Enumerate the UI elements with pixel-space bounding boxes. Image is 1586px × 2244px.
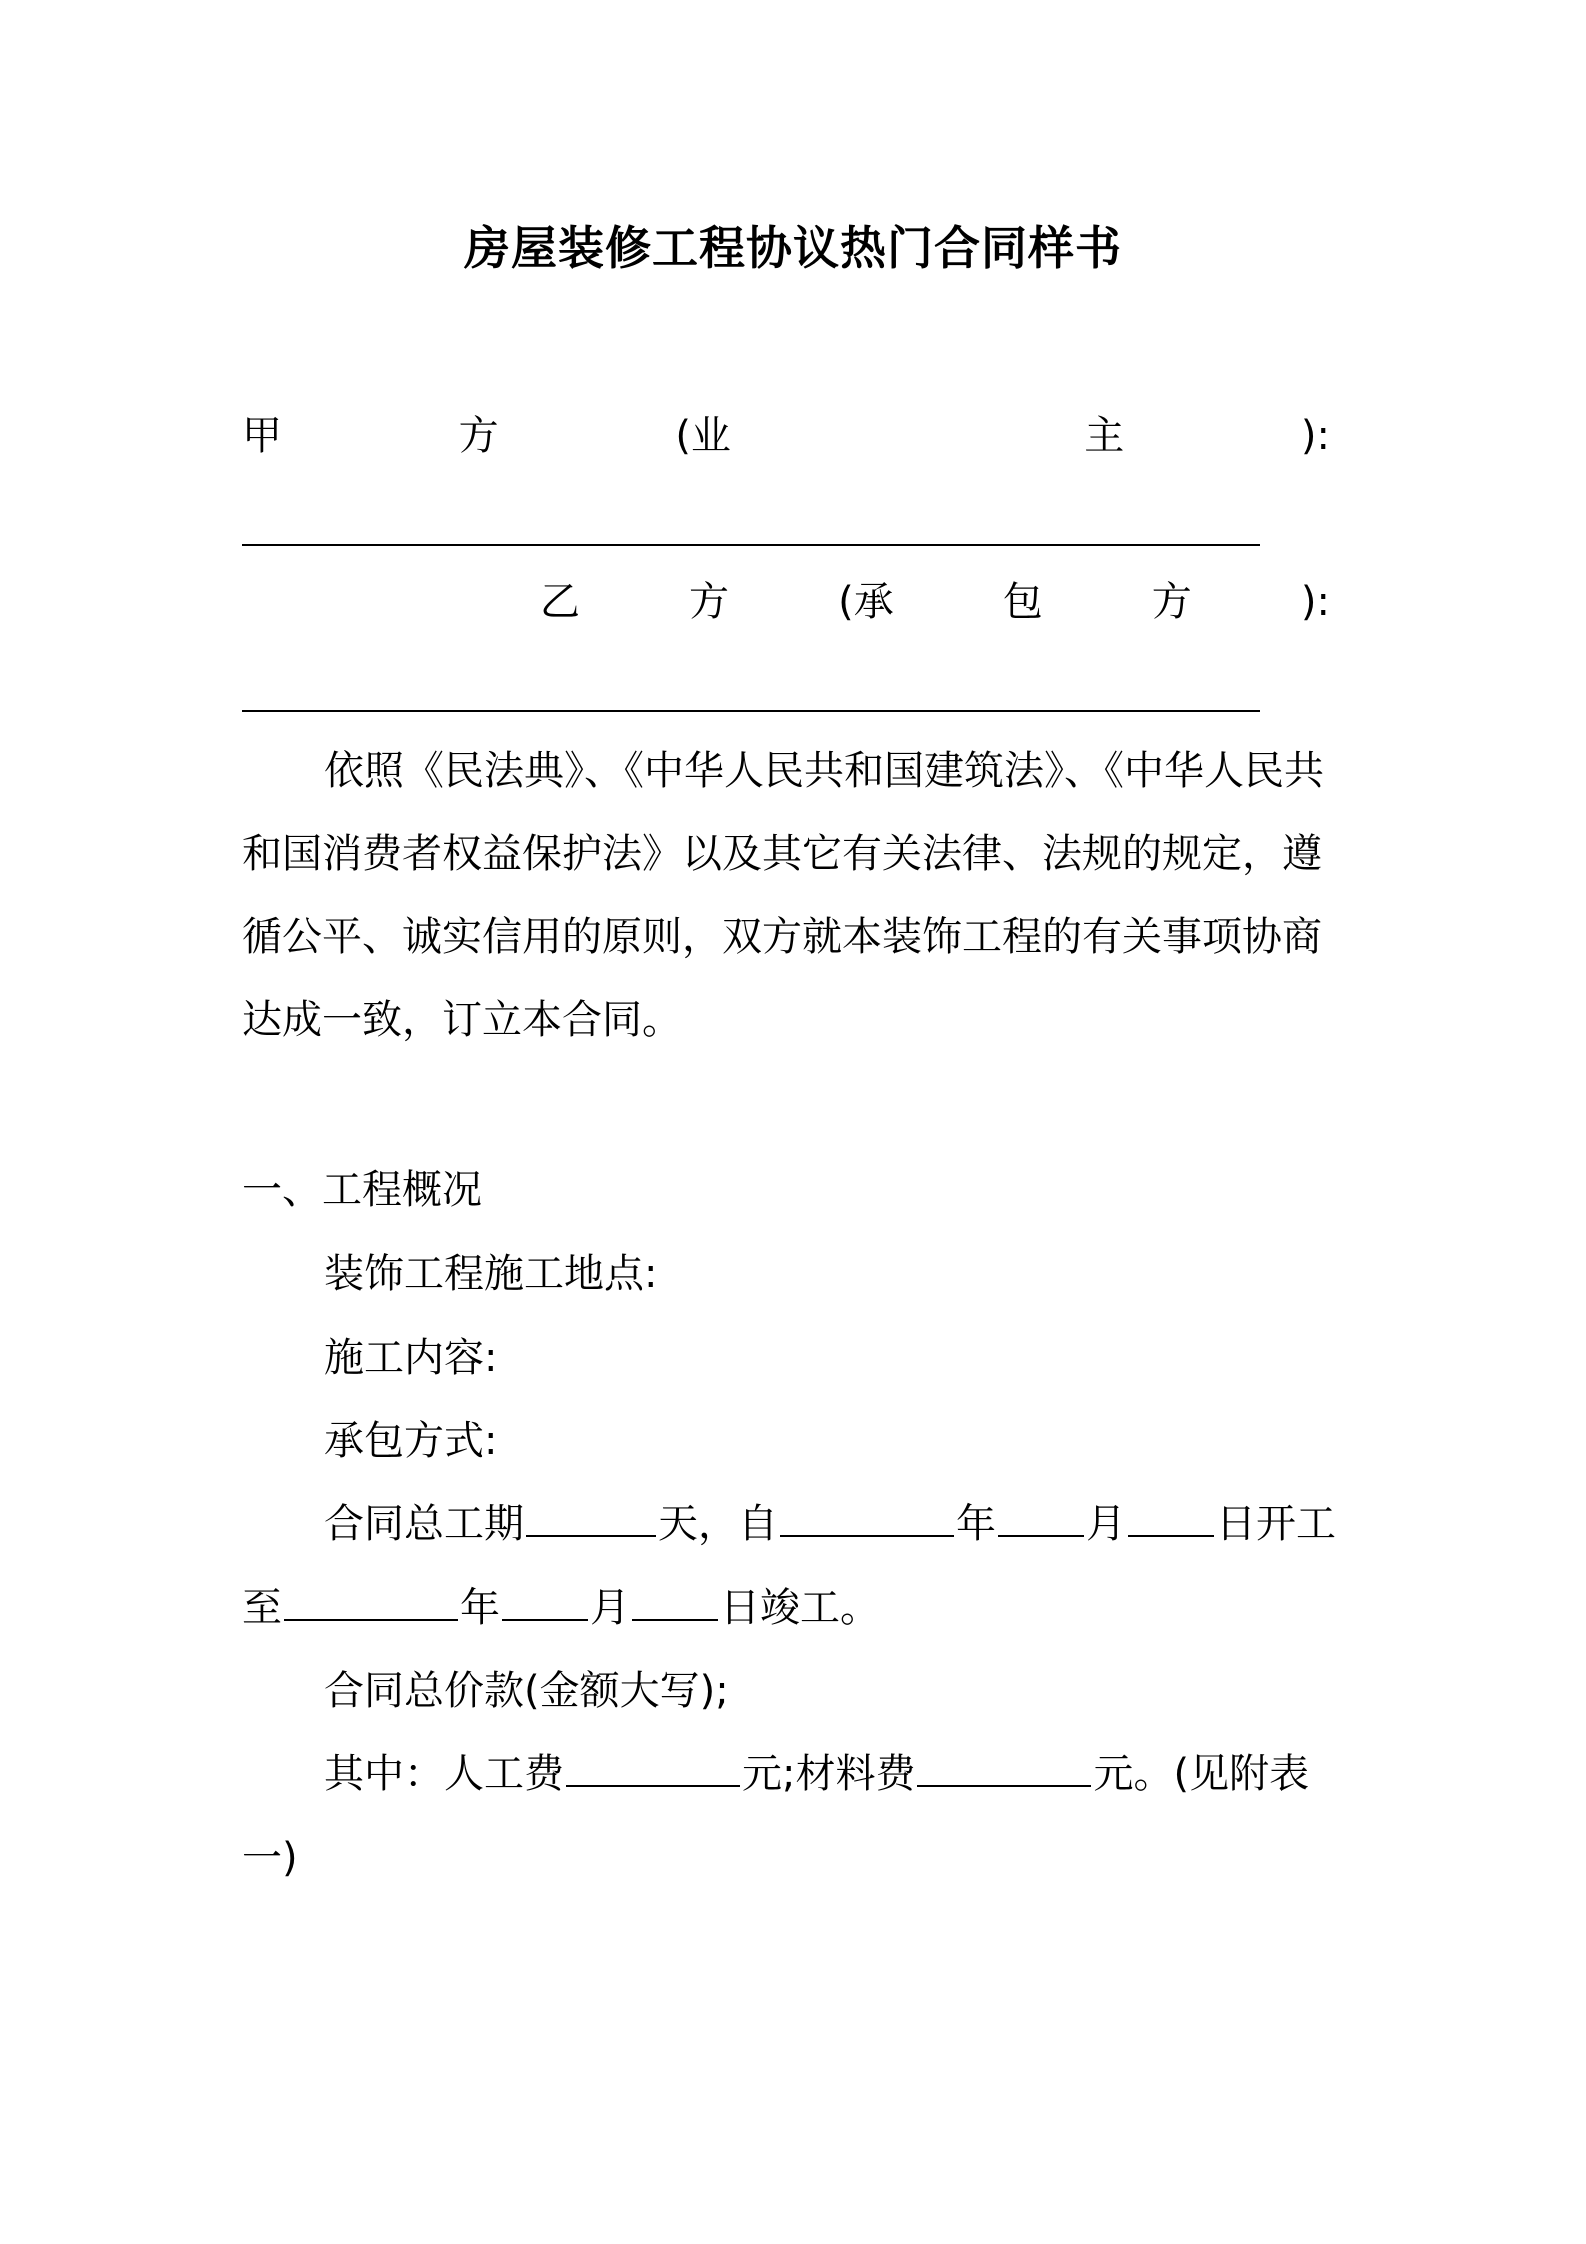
party-a-blank-line[interactable]	[242, 544, 1260, 546]
period-days-unit: 天，自	[658, 1501, 778, 1547]
section-heading: 一、工程概况	[242, 1167, 482, 1213]
party-a-char: 主	[1084, 413, 1125, 459]
material-cost-blank[interactable]	[917, 1745, 1091, 1787]
start-day-blank[interactable]	[1128, 1495, 1214, 1537]
party-a-char: 甲	[242, 413, 282, 459]
party-b-label	[540, 572, 1330, 632]
period-line-2	[242, 1578, 880, 1638]
party-b-char: ):	[1300, 579, 1330, 625]
end-day-blank[interactable]	[632, 1579, 718, 1621]
days-blank[interactable]	[526, 1495, 656, 1537]
period-line-1	[324, 1494, 1336, 1554]
labor-cost-blank[interactable]	[566, 1745, 740, 1787]
location-label: 装饰工程施工地点:	[324, 1251, 658, 1297]
period-year2: 年	[460, 1585, 500, 1631]
party-b-char: 包	[1002, 579, 1043, 625]
party-b-char: 乙	[540, 579, 580, 625]
period-to: 至	[242, 1585, 282, 1631]
breakdown-labor-unit: 元;材料费	[742, 1751, 916, 1797]
period-month2: 月	[590, 1585, 630, 1631]
breakdown-material-unit: 元。(见附表	[1093, 1751, 1310, 1797]
party-b-char: (承	[838, 579, 894, 625]
end-year-blank[interactable]	[284, 1579, 458, 1621]
party-a-char: (业	[675, 413, 731, 459]
start-year-blank[interactable]	[780, 1495, 954, 1537]
period-month: 月	[1086, 1501, 1126, 1547]
breakdown-line	[324, 1744, 1309, 1804]
party-b-blank-line[interactable]	[242, 710, 1260, 712]
party-a-char: ):	[1300, 413, 1330, 459]
breakdown-prefix: 其中：人工费	[324, 1751, 564, 1797]
party-a-label	[242, 406, 1330, 466]
party-b-char: 方	[689, 579, 730, 625]
period-start: 日开工	[1216, 1501, 1336, 1547]
party-a-char: 方	[458, 413, 499, 459]
period-prefix: 合同总工期	[324, 1501, 524, 1547]
end-month-blank[interactable]	[502, 1579, 588, 1621]
total-price-label: 合同总价款(金额大写);	[324, 1668, 729, 1714]
document-title: 房屋装修工程协议热门合同样书	[464, 221, 1122, 275]
period-end: 日竣工。	[720, 1585, 880, 1631]
period-year: 年	[956, 1501, 996, 1547]
party-b-char: 方	[1151, 579, 1192, 625]
content-label: 施工内容:	[324, 1335, 498, 1381]
breakdown-tail: 一)	[242, 1835, 298, 1881]
start-month-blank[interactable]	[998, 1495, 1084, 1537]
intro-paragraph: 依照《民法典》、《中华人民共和国建筑法》、《中华人民共和国消费者权益保护法》以及其它有关法律、法规的规定，遵循公平、诚实信用的原则，双方就本装饰工程的有关事项协商达成一致，订立本合同。	[242, 748, 1324, 1043]
method-label: 承包方式:	[324, 1418, 498, 1464]
